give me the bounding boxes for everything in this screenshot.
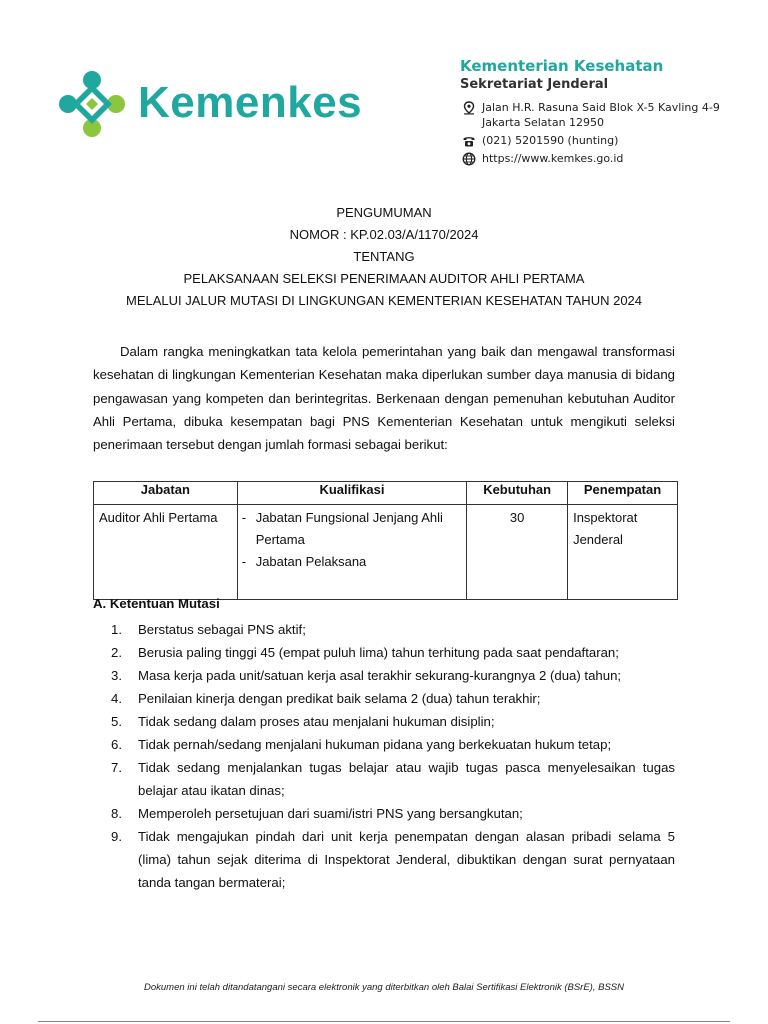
list-item: 4. Penilaian kinerja dengan predikat baik selama 2 (dua) tahun terakhir; — [111, 691, 541, 706]
list-item: 1. Berstatus sebagai PNS aktif; — [111, 622, 306, 637]
globe-icon — [462, 152, 476, 166]
intro-text: Dalam rangka meningkatkan tata kelola pemerintahan yang baik dan mengawal transformasi kesehatan di lingkungan Kementerian Kesehatan maka diperlukan sumber daya manusia di bidang pengawasan yang kompeten dan berintegritas. Berkenaan dengan pemenuhan kebutuhan Auditor Ahli Pertama, dibuka kesempatan bagi PNS Kementerian Kesehatan untuk mengikuti seleksi penerimaan tersebut dengan jumlah formasi sebagai berikut: — [93, 344, 675, 453]
title-pengumuman: PENGUMUMAN — [336, 205, 432, 220]
footer-divider — [38, 1021, 730, 1022]
table-header-kebutuhan: Kebutuhan — [467, 482, 568, 505]
cell-penempatan: Inspektorat Jenderal — [568, 505, 678, 600]
phone-row — [460, 133, 750, 148]
list-item: 5. Tidak sedang dalam proses atau menjalani hukuman disiplin; — [111, 714, 495, 729]
title-subject-2: MELALUI JALUR MUTASI DI LINGKUNGAN KEMENTERIAN KESEHATAN TAHUN 2024 — [125, 293, 643, 308]
address-line-1: Jalan H.R. Rasuna Said Blok X-5 Kavling 4-9 — [482, 101, 720, 114]
cell-jabatan: Auditor Ahli Pertama — [94, 505, 238, 600]
list-item: 6. Tidak pernah/sedang menjalani hukuman pidana yang berkekuatan hukum tetap; — [111, 737, 612, 752]
qualification-item: - Jabatan Fungsional Jenjang Ahli Pertama — [241, 510, 443, 547]
list-item: 7. Tidak sedang menjalankan tugas belajar atau wajib tugas pasca menyelesaikan tugas belajar atau ikatan dinas; — [111, 760, 675, 798]
qualification-item: - Jabatan Pelaksana — [241, 554, 367, 569]
intro-paragraph — [93, 340, 675, 456]
section-a-title: A. Ketentuan Mutasi — [93, 596, 220, 611]
address-row — [460, 100, 750, 130]
secretariat-name: Sekretariat Jenderal — [460, 77, 609, 92]
title-nomor: NOMOR : KP.02.03/A/1170/2024 — [289, 227, 479, 242]
phone-number: (021) 5201590 (hunting) — [482, 134, 619, 147]
table-header-kualifikasi: Kualifikasi — [237, 482, 467, 505]
list-item: 9. Tidak mengajukan pindah dari unit kerja penempatan dengan alasan pribadi selama 5 (lima) tahun sejak diterima di Inspektorat Jenderal, dibuktikan dengan surat pernyataan tanda tangan bermaterai; — [111, 829, 675, 890]
list-item: 8. Memperoleh persetujuan dari suami/istri PNS yang bersangkutan; — [111, 806, 523, 821]
table-row — [94, 505, 678, 600]
kemenkes-logo-icon — [58, 70, 126, 138]
ministry-name: Kementerian Kesehatan — [460, 57, 664, 75]
list-item: 2. Berusia paling tinggi 45 (empat puluh lima) tahun terhitung pada saat pendaftaran; — [111, 645, 619, 660]
phone-icon — [462, 134, 476, 148]
announcement-title — [0, 202, 768, 312]
requirements-list — [93, 618, 675, 894]
logo-wordmark: Kemenkes — [138, 78, 363, 127]
address-line-2: Jakarta Selatan 12950 — [482, 116, 605, 129]
table-header-jabatan: Jabatan — [94, 482, 238, 505]
website-row — [460, 151, 750, 166]
title-tentang: TENTANG — [353, 249, 415, 264]
location-icon — [462, 101, 476, 115]
table-header-row — [94, 482, 678, 505]
formation-table — [93, 481, 678, 600]
letterhead-info — [460, 56, 750, 169]
cell-kebutuhan: 30 — [467, 505, 568, 600]
table-header-penempatan: Penempatan — [568, 482, 678, 505]
website-link[interactable]: https://www.kemkes.go.id — [482, 152, 624, 165]
e-signature-footer: Dokumen ini telah ditandatangani secara elektronik yang diterbitkan oleh Balai Sertifikasi Elektronik (BSrE), BSSN — [144, 982, 624, 993]
list-item: 3. Masa kerja pada unit/satuan kerja asal terakhir sekurang-kurangnya 2 (dua) tahun; — [111, 668, 622, 683]
title-subject-1: PELAKSANAAN SELEKSI PENERIMAAN AUDITOR AHLI PERTAMA — [183, 271, 585, 286]
cell-kualifikasi — [237, 505, 467, 600]
